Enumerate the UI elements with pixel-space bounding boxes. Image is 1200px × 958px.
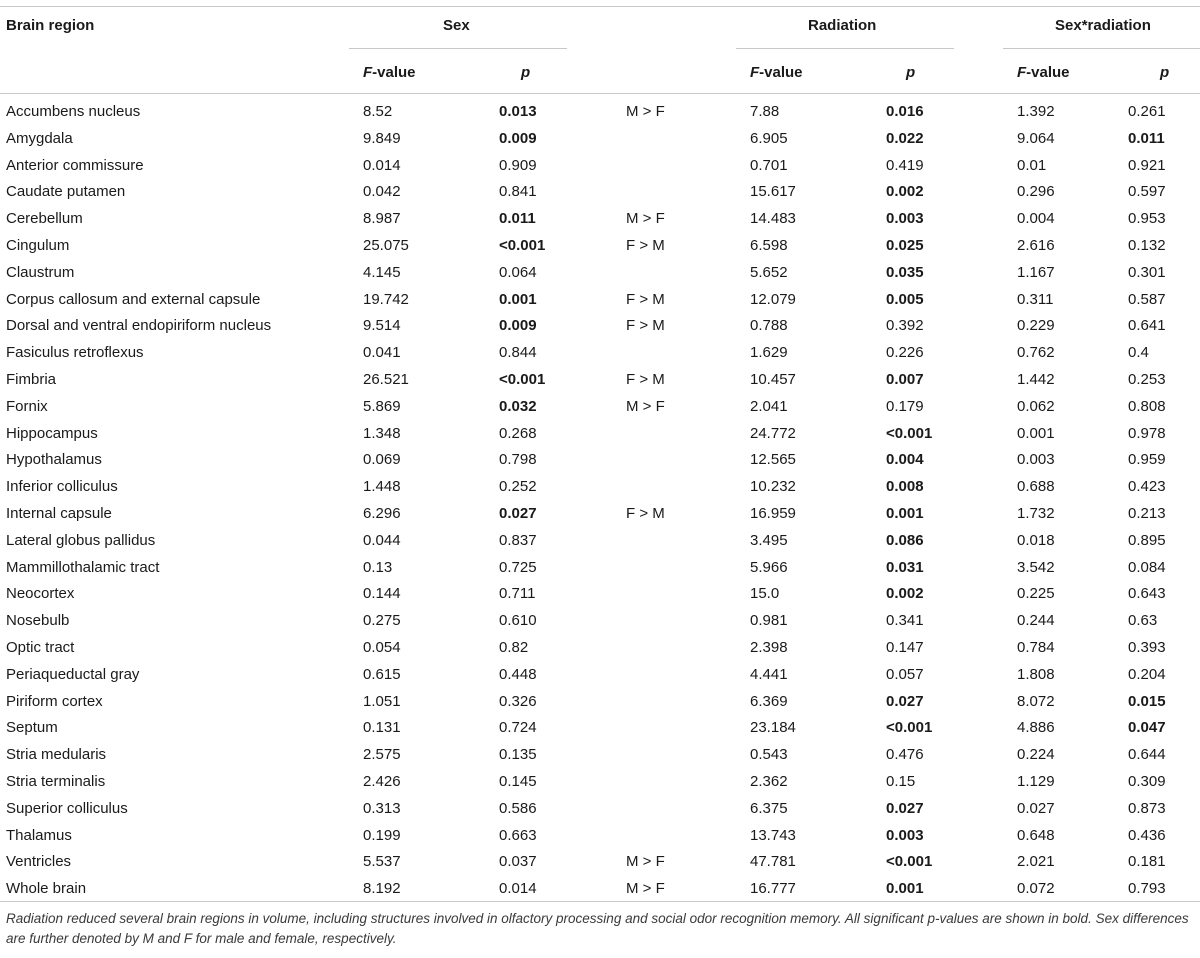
radiation-p-value-cell: 0.341: [886, 612, 924, 630]
radiation-f-value-cell: 13.743: [750, 826, 796, 844]
interaction-f-value-cell: 1.392: [1017, 103, 1055, 120]
table-row: [0, 876, 1200, 903]
radiation-f-value-cell: 5.652: [750, 263, 788, 281]
sex-f-value-cell: 0.042: [363, 183, 401, 201]
radiation-f-value-cell: 7.88: [750, 103, 780, 120]
table-row: [0, 421, 1200, 448]
interaction-p-value-cell: 0.015: [1128, 692, 1166, 710]
radiation-p-value-cell: 0.15: [886, 772, 916, 790]
interaction-f-value-cell: 0.296: [1017, 183, 1055, 201]
table-footnote: Radiation reduced several brain regions in volume, including structures involved in olfactory processing and social odor recognition memory. All significant p-values are shown in bold. Sex differences are further denoted by M and F for male and female, respectively.: [6, 911, 1189, 946]
table-row: [0, 153, 1200, 180]
table-row: [0, 287, 1200, 314]
interaction-f-value-cell: 8.072: [1017, 692, 1055, 710]
interaction-p-value-cell: 0.641: [1128, 317, 1166, 335]
sex-p-value-cell: <0.001: [499, 236, 546, 254]
brain-region-cell: Nosebulb: [6, 612, 70, 630]
interaction-p-value-cell: 0.393: [1128, 638, 1166, 656]
brain-region-cell: Cingulum: [6, 236, 70, 254]
table-row: [0, 662, 1200, 689]
sex-f-value-cell: 1.348: [363, 424, 401, 442]
sex-p-value-cell: 0.837: [499, 531, 537, 549]
radiation-p-value-cell: 0.035: [886, 263, 924, 281]
brain-region-cell: Inferior colliculus: [6, 478, 118, 496]
sex-difference-cell: M > F: [626, 880, 665, 898]
interaction-p-value-cell: 0.953: [1128, 210, 1166, 228]
table-body: [0, 99, 1200, 903]
interaction-f-value-cell: 0.648: [1017, 826, 1055, 844]
sex-p-value-cell: 0.663: [499, 826, 537, 844]
interaction-p-value-cell: 0.181: [1128, 853, 1166, 871]
brain-region-cell: Neocortex: [6, 585, 75, 603]
table-row: [0, 394, 1200, 421]
table-row: [0, 555, 1200, 582]
radiation-f-value-cell: 0.701: [750, 156, 788, 174]
interaction-p-value-cell: 0.423: [1128, 478, 1166, 496]
header-sex: Sex: [443, 17, 470, 34]
interaction-f-value-cell: 0.762: [1017, 344, 1055, 362]
sex-f-value-cell: 4.145: [363, 263, 401, 281]
interaction-f-value-cell: 0.003: [1017, 451, 1055, 469]
table-row: [0, 206, 1200, 233]
radiation-f-value-cell: 16.959: [750, 504, 796, 522]
radiation-p-value-cell: 0.007: [886, 370, 924, 388]
interaction-f-value-cell: 0.311: [1017, 290, 1054, 308]
sex-f-value-cell: 2.575: [363, 746, 401, 764]
sex-p-value-cell: 0.724: [499, 719, 537, 737]
brain-region-cell: Dorsal and ventral endopiriform nucleus: [6, 317, 272, 335]
table-row: [0, 233, 1200, 260]
interaction-f-value-cell: 1.808: [1017, 665, 1055, 683]
sex-p-value-cell: <0.001: [499, 370, 546, 388]
brain-region-cell: Superior colliculus: [6, 799, 128, 817]
radiation-p-value-cell: 0.226: [886, 344, 924, 362]
radiation-p-value-cell: 0.031: [886, 558, 924, 576]
brain-region-cell: Hippocampus: [6, 424, 98, 442]
interaction-p-value-cell: 0.261: [1128, 103, 1166, 120]
radiation-f-value-cell: 1.629: [750, 344, 788, 362]
radiation-p-value-cell: 0.002: [886, 585, 924, 603]
sex-difference-cell: M > F: [626, 210, 665, 228]
sex-p-value-cell: 0.013: [499, 103, 537, 120]
interaction-f-value-cell: 9.064: [1017, 129, 1055, 147]
brain-region-cell: Fornix: [6, 397, 48, 415]
interaction-f-value-cell: 1.732: [1017, 504, 1055, 522]
interaction-p-value-cell: 0.644: [1128, 746, 1166, 764]
sex-difference-cell: M > F: [626, 853, 665, 871]
table-row: [0, 742, 1200, 769]
radiation-p-value-cell: 0.027: [886, 692, 924, 710]
sex-difference-cell: M > F: [626, 397, 665, 415]
brain-region-cell: Fimbria: [6, 370, 57, 388]
brain-region-cell: Whole brain: [6, 880, 87, 898]
sex-f-value-cell: 0.014: [363, 156, 401, 174]
interaction-f-value-cell: 0.229: [1017, 317, 1055, 335]
table-row: [0, 313, 1200, 340]
radiation-f-value-cell: 6.598: [750, 236, 788, 254]
interaction-f-value-cell: 3.542: [1017, 558, 1055, 576]
radiation-p-value-cell: <0.001: [886, 853, 933, 871]
radiation-p-value-cell: 0.179: [886, 397, 924, 415]
sex-f-value-cell: 0.044: [363, 531, 401, 549]
sex-f-value-cell: 9.514: [363, 317, 401, 335]
radiation-p-value-cell: 0.001: [886, 880, 924, 898]
sex-difference-cell: F > M: [626, 504, 665, 522]
brain-region-cell: Thalamus: [6, 826, 72, 844]
radiation-p-value-cell: 0.005: [886, 290, 924, 308]
interaction-p-value-cell: 0.213: [1128, 504, 1166, 522]
radiation-p-value-cell: 0.003: [886, 210, 924, 228]
sex-p-value-cell: 0.014: [499, 880, 537, 898]
interaction-p-header: p: [1160, 64, 1170, 81]
interaction-p-value-cell: 0.587: [1128, 290, 1166, 308]
brain-region-cell: Amygdala: [6, 129, 73, 147]
table-bottom-rule: [0, 901, 1200, 902]
table-row: [0, 447, 1200, 474]
radiation-p-value-cell: 0.086: [886, 531, 924, 549]
sex-p-value-cell: 0.326: [499, 692, 537, 710]
interaction-f-value-cell: 0.062: [1017, 397, 1055, 415]
sex-f-value-cell: 0.275: [363, 612, 401, 630]
sex-f-value-cell: 1.051: [363, 692, 401, 710]
sex-p-value-cell: 0.032: [499, 397, 537, 415]
sex-f-value-cell: 0.313: [363, 799, 401, 817]
brain-region-cell: Periaqueductal gray: [6, 665, 140, 683]
table-row: [0, 260, 1200, 287]
sex-p-value-cell: 0.725: [499, 558, 537, 576]
radiation-f-value-cell: 2.398: [750, 638, 788, 656]
radiation-f-value-cell: 2.041: [750, 397, 788, 415]
interaction-f-value-cell: 0.224: [1017, 746, 1055, 764]
table-row: [0, 635, 1200, 662]
interaction-f-value-cell: 0.01: [1017, 156, 1047, 174]
interaction-f-value-cell: 2.021: [1017, 853, 1055, 871]
sex-f-value-cell: 0.054: [363, 638, 401, 656]
radiation-f-value-cell: 12.079: [750, 290, 796, 308]
sex-f-value-cell: 8.52: [363, 103, 393, 120]
brain-region-cell: Claustrum: [6, 263, 75, 281]
radiation-f-value-cell: 6.369: [750, 692, 788, 710]
sex-p-value-cell: 0.252: [499, 478, 537, 496]
radiation-p-value-cell: 0.476: [886, 746, 924, 764]
interaction-f-value-cell: 0.072: [1017, 880, 1055, 898]
radiation-f-value-cell: 0.543: [750, 746, 788, 764]
sex-p-value-cell: 0.009: [499, 129, 537, 147]
interaction-f-value-cell: 0.784: [1017, 638, 1055, 656]
radiation-f-value-header: F-value: [750, 64, 803, 81]
radiation-p-value-cell: 0.025: [886, 236, 924, 254]
brain-region-cell: Stria terminalis: [6, 772, 106, 790]
radiation-p-value-cell: <0.001: [886, 424, 933, 442]
interaction-p-value-cell: 0.132: [1128, 236, 1166, 254]
interaction-p-value-cell: 0.959: [1128, 451, 1166, 469]
header-sex-radiation: Sex*radiation: [1055, 17, 1151, 34]
sex-p-value-cell: 0.82: [499, 638, 529, 656]
interaction-p-value-cell: 0.793: [1128, 880, 1166, 898]
table-row: [0, 581, 1200, 608]
brain-region-cell: Corpus callosum and external capsule: [6, 290, 261, 308]
interaction-f-value-cell: 0.018: [1017, 531, 1055, 549]
interaction-p-value-cell: 0.4: [1128, 344, 1149, 362]
sex-f-value-cell: 0.13: [363, 558, 393, 576]
radiation-f-value-cell: 15.617: [750, 183, 796, 201]
radiation-p-value-cell: 0.003: [886, 826, 924, 844]
table-row: [0, 849, 1200, 876]
brain-region-cell: Stria medularis: [6, 746, 107, 764]
sex-f-value-cell: 0.199: [363, 826, 401, 844]
sex-f-value-cell: 2.426: [363, 772, 401, 790]
sex-p-value-cell: 0.909: [499, 156, 537, 174]
sex-p-value-cell: 0.268: [499, 424, 537, 442]
radiation-f-value-cell: 14.483: [750, 210, 796, 228]
interaction-f-value-cell: 1.442: [1017, 370, 1055, 388]
sex-p-value-cell: 0.586: [499, 799, 537, 817]
interaction-p-value-cell: 0.978: [1128, 424, 1166, 442]
sex-p-value-cell: 0.841: [499, 183, 537, 201]
brain-region-cell: Piriform cortex: [6, 692, 103, 710]
radiation-f-value-cell: 15.0: [750, 585, 780, 603]
sex-p-value-cell: 0.448: [499, 665, 537, 683]
radiation-f-value-cell: 16.777: [750, 880, 796, 898]
interaction-p-value-cell: 0.921: [1128, 156, 1166, 174]
sex-f-value-cell: 26.521: [363, 370, 409, 388]
interaction-p-value-cell: 0.047: [1128, 719, 1166, 737]
sex-f-value-cell: 1.448: [363, 478, 401, 496]
radiation-p-value-cell: 0.008: [886, 478, 924, 496]
sex-p-value-cell: 0.610: [499, 612, 537, 630]
radiation-f-value-cell: 47.781: [750, 853, 796, 871]
radiation-f-value-cell: 6.905: [750, 129, 788, 147]
radiation-p-value-cell: 0.147: [886, 638, 924, 656]
interaction-p-value-cell: 0.597: [1128, 183, 1166, 201]
interaction-p-value-cell: 0.011: [1128, 129, 1165, 147]
table-row: [0, 126, 1200, 153]
table-row: [0, 474, 1200, 501]
brain-region-cell: Cerebellum: [6, 210, 83, 228]
interaction-f-value-cell: 0.244: [1017, 612, 1055, 630]
sex-p-header: p: [521, 64, 531, 81]
table-row: [0, 179, 1200, 206]
table-row: [0, 367, 1200, 394]
brain-region-cell: Optic tract: [6, 638, 75, 656]
sex-f-value-cell: 0.069: [363, 451, 401, 469]
sex-f-value-cell: 19.742: [363, 290, 409, 308]
radiation-f-value-cell: 12.565: [750, 451, 796, 469]
radiation-p-value-cell: 0.002: [886, 183, 924, 201]
interaction-f-value-cell: 1.129: [1017, 772, 1055, 790]
sex-f-value-cell: 0.144: [363, 585, 401, 603]
brain-region-cell: Fasiculus retroflexus: [6, 344, 144, 362]
sex-f-value-cell: 0.615: [363, 665, 401, 683]
sex-f-value-cell: 8.987: [363, 210, 401, 228]
sex-f-value-cell: 0.131: [363, 719, 401, 737]
interaction-f-value-header: F-value: [1017, 64, 1070, 81]
header-bottom-rule: [0, 93, 1200, 94]
radiation-group-rule: [736, 48, 954, 49]
table-row: [0, 769, 1200, 796]
sex-difference-cell: M > F: [626, 103, 665, 120]
table-row: [0, 340, 1200, 367]
interaction-p-value-cell: 0.873: [1128, 799, 1166, 817]
interaction-f-value-cell: 0.004: [1017, 210, 1055, 228]
interaction-p-value-cell: 0.63: [1128, 612, 1158, 630]
radiation-p-value-cell: 0.057: [886, 665, 924, 683]
brain-region-cell: Accumbens nucleus: [6, 103, 141, 120]
table-row: [0, 796, 1200, 823]
sex-f-value-cell: 0.041: [363, 344, 401, 362]
interaction-f-value-cell: 0.225: [1017, 585, 1055, 603]
radiation-f-value-cell: 0.788: [750, 317, 788, 335]
table-row: [0, 501, 1200, 528]
sex-p-value-cell: 0.798: [499, 451, 537, 469]
table-row: [0, 528, 1200, 555]
sex-p-value-cell: 0.711: [499, 585, 536, 603]
sex-group-rule: [349, 48, 567, 49]
sex-f-value-header: F-value: [363, 64, 416, 81]
sex-difference-cell: F > M: [626, 290, 665, 308]
radiation-p-value-cell: <0.001: [886, 719, 933, 737]
brain-region-cell: Hypothalamus: [6, 451, 102, 469]
brain-region-cell: Ventricles: [6, 853, 72, 871]
interaction-f-value-cell: 2.616: [1017, 236, 1055, 254]
sex-f-value-cell: 6.296: [363, 504, 401, 522]
interaction-p-value-cell: 0.084: [1128, 558, 1166, 576]
interaction-f-value-cell: 1.167: [1017, 263, 1055, 281]
radiation-p-value-cell: 0.027: [886, 799, 924, 817]
radiation-p-value-cell: 0.392: [886, 317, 924, 335]
table-top-rule: [0, 6, 1200, 7]
radiation-f-value-cell: 3.495: [750, 531, 788, 549]
radiation-f-value-cell: 10.232: [750, 478, 796, 496]
sex-p-value-cell: 0.009: [499, 317, 537, 335]
brain-region-cell: Lateral globus pallidus: [6, 531, 156, 549]
radiation-f-value-cell: 5.966: [750, 558, 788, 576]
radiation-f-value-cell: 24.772: [750, 424, 796, 442]
interaction-p-value-cell: 0.301: [1128, 263, 1166, 281]
radiation-f-value-cell: 6.375: [750, 799, 788, 817]
brain-region-cell: Mammillothalamic tract: [6, 558, 160, 576]
radiation-p-value-cell: 0.016: [886, 103, 924, 120]
table-row: [0, 608, 1200, 635]
sex-difference-cell: F > M: [626, 317, 665, 335]
interaction-p-value-cell: 0.808: [1128, 397, 1166, 415]
sex-f-value-cell: 25.075: [363, 236, 409, 254]
interaction-f-value-cell: 4.886: [1017, 719, 1055, 737]
interaction-p-value-cell: 0.253: [1128, 370, 1166, 388]
interaction-p-value-cell: 0.436: [1128, 826, 1166, 844]
brain-region-cell: Septum: [6, 719, 58, 737]
table-row: [0, 715, 1200, 742]
radiation-p-value-cell: 0.004: [886, 451, 924, 469]
sex-f-value-cell: 5.869: [363, 397, 401, 415]
table-row: [0, 99, 1200, 126]
radiation-p-value-cell: 0.022: [886, 129, 924, 147]
radiation-p-header: p: [906, 64, 916, 81]
sex-p-value-cell: 0.001: [499, 290, 537, 308]
table-row: [0, 689, 1200, 716]
brain-region-cell: Anterior commissure: [6, 156, 144, 174]
sex-p-value-cell: 0.027: [499, 504, 537, 522]
interaction-p-value-cell: 0.643: [1128, 585, 1166, 603]
brain-region-cell: Caudate putamen: [6, 183, 126, 201]
sex-p-value-cell: 0.844: [499, 344, 537, 362]
sex-difference-cell: F > M: [626, 236, 665, 254]
radiation-f-value-cell: 2.362: [750, 772, 788, 790]
radiation-p-value-cell: 0.419: [886, 156, 924, 174]
radiation-f-value-cell: 4.441: [750, 665, 788, 683]
interaction-f-value-cell: 0.027: [1017, 799, 1055, 817]
sex-p-value-cell: 0.064: [499, 263, 537, 281]
interaction-group-rule: [1003, 48, 1200, 49]
radiation-f-value-cell: 10.457: [750, 370, 796, 388]
radiation-f-value-cell: 23.184: [750, 719, 796, 737]
sex-f-value-cell: 5.537: [363, 853, 401, 871]
table-row: [0, 823, 1200, 850]
header-brain-region: Brain region: [6, 17, 95, 34]
brain-region-cell: Internal capsule: [6, 504, 112, 522]
interaction-p-value-cell: 0.204: [1128, 665, 1166, 683]
sex-difference-cell: F > M: [626, 370, 665, 388]
sex-p-value-cell: 0.145: [499, 772, 537, 790]
radiation-p-value-cell: 0.001: [886, 504, 924, 522]
sex-p-value-cell: 0.011: [499, 210, 536, 228]
sex-p-value-cell: 0.037: [499, 853, 537, 871]
interaction-p-value-cell: 0.895: [1128, 531, 1166, 549]
sex-p-value-cell: 0.135: [499, 746, 537, 764]
radiation-f-value-cell: 0.981: [750, 612, 788, 630]
interaction-f-value-cell: 0.001: [1017, 424, 1055, 442]
sex-f-value-cell: 8.192: [363, 880, 401, 898]
interaction-p-value-cell: 0.309: [1128, 772, 1166, 790]
header-radiation: Radiation: [808, 17, 877, 34]
sex-f-value-cell: 9.849: [363, 129, 401, 147]
interaction-f-value-cell: 0.688: [1017, 478, 1055, 496]
